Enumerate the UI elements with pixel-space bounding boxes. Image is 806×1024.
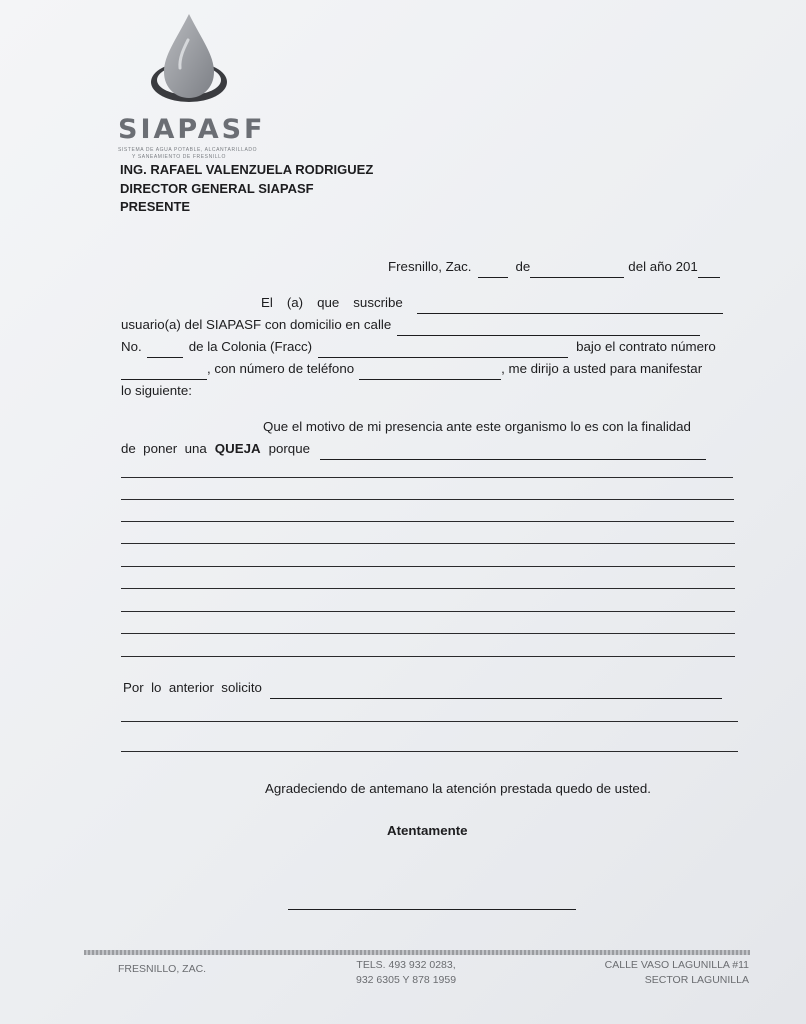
request-line[interactable] <box>121 751 738 752</box>
logo-wordmark: SIAPASF <box>118 114 266 145</box>
queja-label: QUEJA <box>214 441 261 456</box>
name-blank[interactable] <box>417 299 723 314</box>
year-blank[interactable] <box>698 263 720 278</box>
complaint-line[interactable] <box>121 477 733 478</box>
signature-line[interactable] <box>288 909 576 910</box>
date-del-anio: del año 201 <box>628 259 698 274</box>
request-line[interactable] <box>121 721 738 722</box>
complaint-line[interactable] <box>121 543 735 544</box>
complaint-line[interactable] <box>121 566 735 567</box>
footer-city: FRESNILLO, ZAC. <box>118 963 207 975</box>
month-blank[interactable] <box>530 263 624 278</box>
complaint-line[interactable] <box>121 588 735 589</box>
logo-tagline: SISTEMA DE AGUA POTABLE, ALCANTARILLADO Y SANEAMIENTO DE FRESNILLO <box>118 147 258 160</box>
complaint-line[interactable] <box>121 633 735 634</box>
date-de: de <box>515 259 531 274</box>
atentamente-label: Atentamente <box>387 823 468 838</box>
complaint-blank-1[interactable] <box>320 445 706 460</box>
addressee-presente: PRESENTE <box>120 199 191 214</box>
phone-blank[interactable] <box>359 365 501 380</box>
footer-divider <box>84 950 750 955</box>
footer-phones: TELS. 493 932 0283, 932 6305 Y 878 1959 <box>356 959 457 986</box>
date-city: Fresnillo, Zac. <box>388 259 472 274</box>
siapasf-logo <box>118 10 268 161</box>
complaint-form-page: SIAPASF SISTEMA DE AGUA POTABLE, ALCANTARILLADO Y SANEAMIENTO DE FRESNILLO ING. RAFAEL VALENZUELA RODRIGUEZ DIRECTOR GENERAL SIAPASF PRESENTE Fresnillo, Zac. de del año 201 El (a) que suscribe usuario(a) del SIAPASF con domicilio en calle No. de la Colonia (Fracc) bajo el contrato número , con número de teléfono , me dirijo a usted para manifestar lo siguiente: Que el motivo de mi presencia ante este organismo lo es con la finalidad de poner una QUEJA porque Por lo anterior solicito Agradeciendo de antemano la atención prestada quedo de usted. Atentamente FRESNILLO, ZAC. TELS. 493 932 0283, 932 6305 Y 878 1959 CALLE VASO LAGUNILLA #11 SECTOR LAGUNILLA <box>0 0 806 1024</box>
street-blank[interactable] <box>397 321 700 336</box>
day-blank[interactable] <box>478 263 508 278</box>
addressee-block <box>120 161 373 217</box>
complaint-line[interactable] <box>121 521 734 522</box>
water-drop-icon <box>146 10 232 110</box>
footer-address: CALLE VASO LAGUNILLA #11 SECTOR LAGUNILLA <box>604 959 749 986</box>
addressee-title: DIRECTOR GENERAL SIAPASF <box>120 180 314 196</box>
contract-blank[interactable] <box>121 365 207 380</box>
closing-text: Agradeciendo de antemano la atención prestada quedo de usted. <box>265 781 651 796</box>
complaint-line[interactable] <box>121 611 735 612</box>
number-blank[interactable] <box>147 343 183 358</box>
complaint-line[interactable] <box>121 656 735 657</box>
addressee-name: ING. RAFAEL VALENZUELA RODRIGUEZ <box>120 162 374 177</box>
colonia-blank[interactable] <box>318 343 568 358</box>
request-blank-1[interactable] <box>270 684 722 699</box>
complaint-line[interactable] <box>121 499 734 500</box>
